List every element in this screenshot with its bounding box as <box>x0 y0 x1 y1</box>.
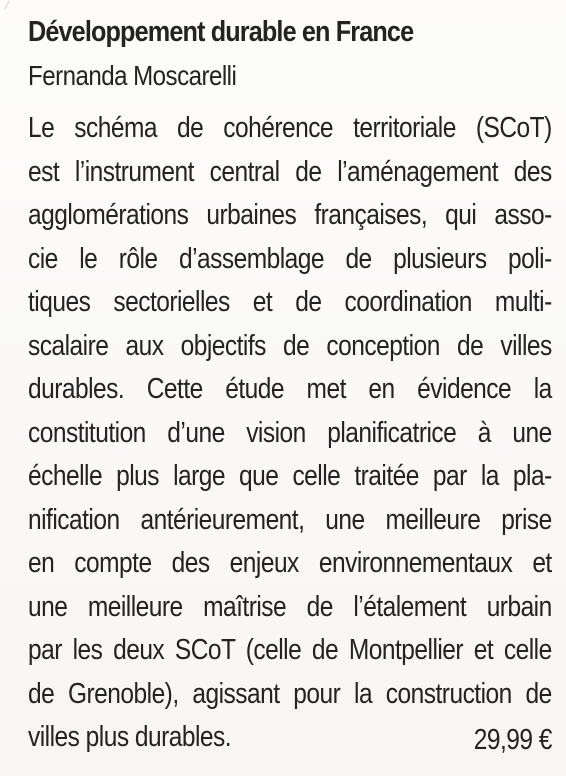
description-line: en compte des enjeux environnementaux et <box>28 547 552 579</box>
description-line: cie le rôle d’assemblage de plusieurs poli- <box>28 242 552 275</box>
description-line: par les deux SCoT (celle de Montpellier et celle <box>28 634 552 666</box>
description-line: Le schéma de cohérence territoriale (SCoT) <box>28 112 552 144</box>
description-line: est l’instrument central de l’aménagement des <box>28 155 552 188</box>
scan-mark <box>4 1 16 14</box>
book-description <box>28 107 552 760</box>
book-author: Fernanda Moscarelli <box>28 60 237 91</box>
description-line: échelle plus large que celle traitée par la pla- <box>28 460 552 492</box>
description-line: tiques sectorielles et de coordination multi- <box>28 286 552 318</box>
description-line: de Grenoble), agissant pour la construction de <box>28 677 552 710</box>
description-line: constitution d’une vision planificatrice à une <box>28 416 552 449</box>
description-line: nification antérieurement, une meilleure prise <box>28 503 552 536</box>
book-price: 29,99 € <box>473 724 552 756</box>
description-line: durables. Cette étude met en évidence la <box>28 373 552 405</box>
description-line: une meilleure maîtrise de l’étalement urbain <box>28 590 552 623</box>
description-line: agglomérations urbaines françaises, qui asso- <box>28 199 552 231</box>
book-title: Développement durable en France <box>28 16 414 48</box>
description-line: villes plus durables. <box>28 721 232 753</box>
description-line: scalaire aux objectifs de conception de villes <box>28 329 552 362</box>
